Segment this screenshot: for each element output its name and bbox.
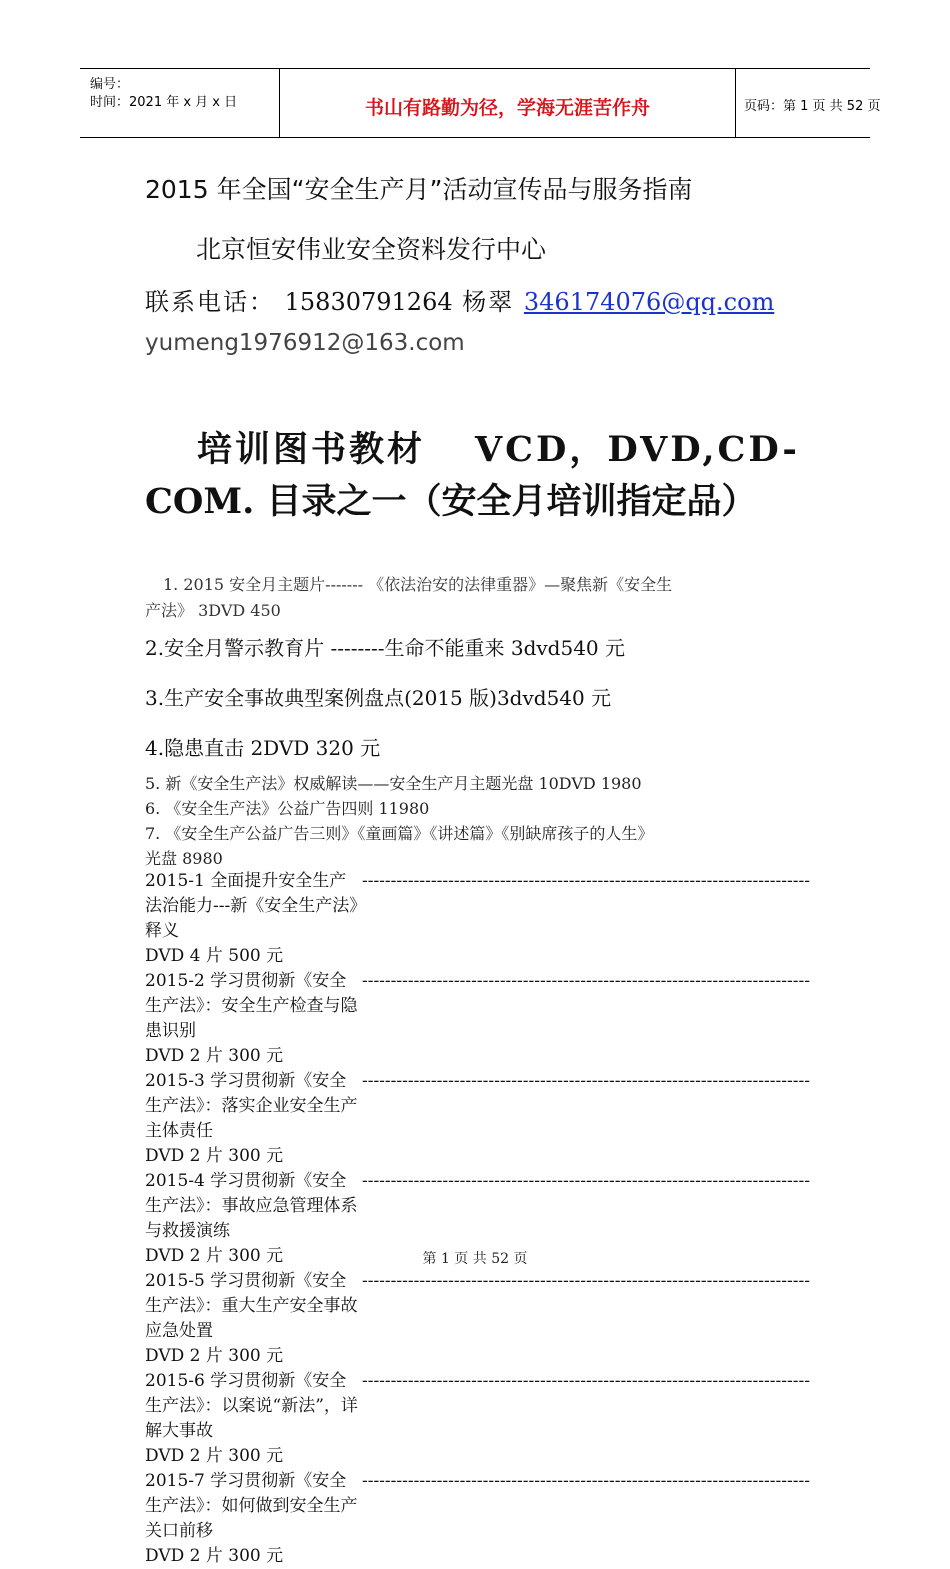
dash-leader: ------------------------------------------------------------------------------ xyxy=(361,1371,810,1391)
list-item: 6. 《安全生产法》公益广告四则 11980 xyxy=(145,799,430,818)
series-title: 2015-6 学习贯彻新《安全生产法》：以案说“新法”，详解大事故 xyxy=(145,1371,358,1441)
list-item: 3.生产安全事故典型案例盘点(2015 版)3dvd540 元 xyxy=(145,686,612,710)
dash-leader: ------------------------------------------------------------------------------ xyxy=(361,971,810,991)
page-footer: 第 1 页 共 52 页 xyxy=(422,1251,528,1267)
list-item: 4.隐患直击 2DVD 320 元 xyxy=(145,736,381,760)
catalog-title-line2: COM. 目录之一（安全月培训指定品） xyxy=(145,481,757,522)
header-page-cell xyxy=(736,69,881,137)
list-item: 5. 新《安全生产法》权威解读——安全生产月主题光盘 10DVD 1980 xyxy=(145,774,642,793)
series-title: 2015-2 学习贯彻新《安全生产法》：安全生产检查与隐患识别 xyxy=(145,971,358,1041)
catalog-title-cn: 培训图书教材 xyxy=(197,429,426,470)
page-header xyxy=(80,68,881,138)
contact-label: 联系电话： xyxy=(145,288,275,316)
org-name: 北京恒安伟业安全资料发行中心 xyxy=(196,235,547,264)
catalog-title-media: VCD，DVD,CD- xyxy=(475,429,800,470)
series-sub: DVD 2 片 300 元 xyxy=(145,1546,284,1566)
list-item: 7. 《安全生产公益广告三则》《童画篇》《讲述篇》《别缺席孩子的人生》 xyxy=(145,824,654,843)
code-label: 编号： xyxy=(90,77,130,92)
email-link[interactable]: 346174076@qq.com xyxy=(523,288,775,316)
series-list xyxy=(145,869,810,1569)
list-item: 光盘 8980 xyxy=(145,849,223,868)
series-item xyxy=(145,1069,810,1169)
series-title: 2015-7 学习贯彻新《安全生产法》：如何做到安全生产关口前移 xyxy=(145,1471,358,1541)
secondary-email: yumeng1976912@163.com xyxy=(145,330,465,356)
list-item xyxy=(145,572,815,624)
series-item xyxy=(145,1269,810,1369)
contact-name: 杨翠 xyxy=(462,288,515,316)
series-sub: DVD 2 片 300 元 xyxy=(145,1246,284,1266)
contact-phone: 15830791264 xyxy=(284,288,453,316)
series-sub: DVD 2 片 300 元 xyxy=(145,1446,284,1466)
series-title: 2015-5 学习贯彻新《安全生产法》：重大生产安全事故应急处置 xyxy=(145,1271,358,1341)
page-label: 页码：第 1 页 共 52 页 xyxy=(744,99,881,114)
item1-line1: 1. 2015 安全月主题片------- 《依法治安的法律重器》—聚焦新《安全生 xyxy=(163,575,673,594)
doc-title: 2015 年全国“安全生产月”活动宣传品与服务指南 xyxy=(145,175,693,204)
series-title: 2015-1 全面提升安全生产法治能力---新《安全生产法》释义 xyxy=(145,871,358,941)
catalog-title xyxy=(145,424,825,528)
dash-leader: ------------------------------------------------------------------------------ xyxy=(361,871,810,891)
catalog-title-line1 xyxy=(145,424,825,476)
series-item xyxy=(145,1469,810,1569)
dash-leader: ------------------------------------------------------------------------------ xyxy=(361,1471,810,1491)
dash-leader: ------------------------------------------------------------------------------ xyxy=(361,1171,810,1191)
series-sub: DVD 2 片 300 元 xyxy=(145,1146,284,1166)
series-title: 2015-4 学习贯彻新《安全生产法》：事故应急管理体系与救援演练 xyxy=(145,1171,358,1241)
dash-leader: ------------------------------------------------------------------------------ xyxy=(361,1271,810,1291)
motto: 书山有路勤为径，学海无涯苦作舟 xyxy=(364,97,650,119)
header-motto-cell xyxy=(280,69,736,137)
dash-leader: ------------------------------------------------------------------------------ xyxy=(361,1071,810,1091)
contact-line xyxy=(145,282,774,317)
time-label: 时间：2021 年 x 月 x 日 xyxy=(90,95,238,110)
series-title: 2015-3 学习贯彻新《安全生产法》：落实企业安全生产主体责任 xyxy=(145,1071,358,1141)
series-sub: DVD 2 片 300 元 xyxy=(145,1046,284,1066)
list-item: 2.安全月警示教育片 --------生命不能重来 3dvd540 元 xyxy=(145,636,626,660)
item1-line2: 产法》 3DVD 450 xyxy=(145,601,281,620)
series-item xyxy=(145,969,810,1069)
series-item xyxy=(145,869,810,969)
series-sub: DVD 4 片 500 元 xyxy=(145,946,284,966)
series-sub: DVD 2 片 300 元 xyxy=(145,1346,284,1366)
series-item xyxy=(145,1369,810,1469)
header-meta-cell xyxy=(80,69,280,137)
